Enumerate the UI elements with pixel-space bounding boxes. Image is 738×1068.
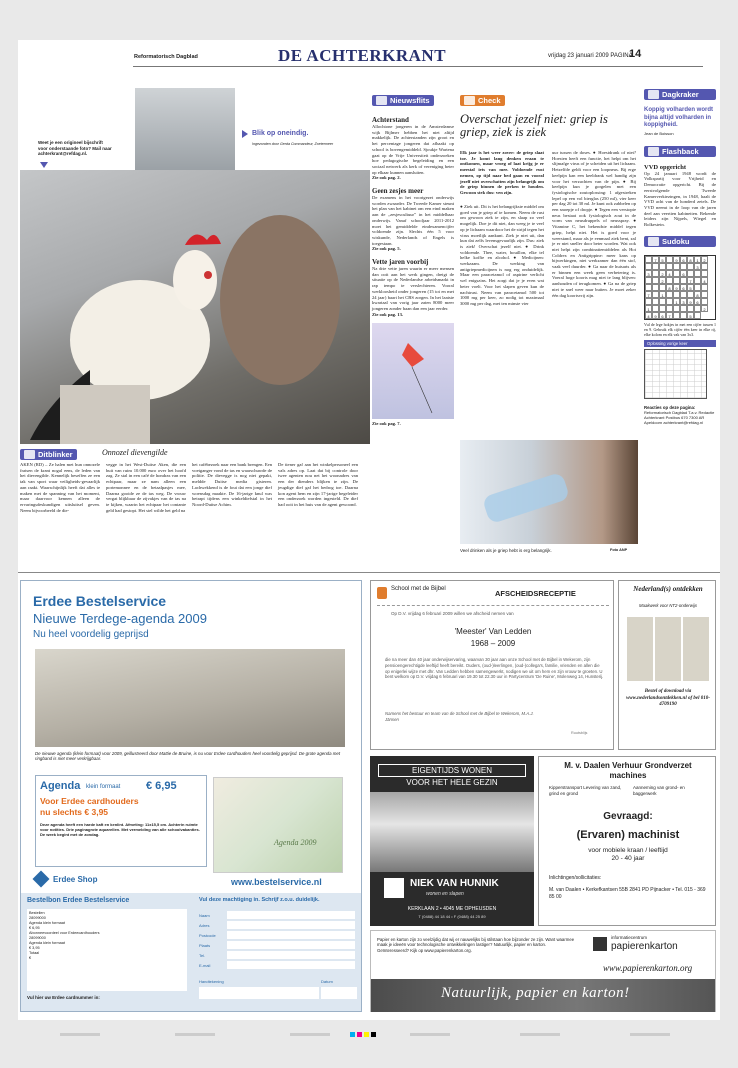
daalen-line-2: Aanneming van grond- en baggerwerk — [633, 785, 685, 796]
form-field-row — [199, 941, 355, 949]
nieuwsflits-head-3: Vette jaren voorbij — [372, 258, 429, 267]
signature-field[interactable] — [199, 987, 319, 999]
order-row-text: 28099000 — [29, 936, 46, 940]
sudoku-cell[interactable] — [694, 312, 701, 319]
date-field[interactable] — [321, 987, 357, 999]
dagkraker-text: Koppig volharden wordt bijna altijd volharden in koppigheid. — [644, 107, 713, 129]
sudoku-cell[interactable]: 8 — [687, 256, 694, 263]
papier-brand: papierenkarton — [611, 941, 678, 952]
form-field-label: Naam — [199, 912, 210, 918]
address-fields — [199, 911, 355, 971]
sudoku-cell[interactable] — [645, 263, 652, 270]
sudoku-cell[interactable]: 7 — [652, 256, 659, 263]
form-field-row — [199, 961, 355, 969]
school-rule — [377, 605, 609, 606]
check-col-2: uur tussen de doses. ● Hoestdrank of niet? Hoesten heeft een functie, het helpt om het slijmafge virus of je scheiden uit het lichaam. Hetzelfde geldt voor een loopneus. Bij erge keelpijn kan een keeldrank wel handig zijn voor het verzachten van de pijn. ● Bij keelpijn kun je gorgelen met een fysiologische zoutoplossing: 1 afgestreken lepel op een vol bierglas (250 ml), vier keer per dag 20 tot 30 ml. Je kunt ook zabbelen op een snoepje of dropje. ● Tegen een verstopte neus bestaat ook fysiologisch zout in de vorm van neusdruppels of neusspray. ● Vitamine C, het bekendste middel tegen griep, helpt niet. Het is goed voor je weerstand, maar als je eenmaal ziek bent, zal je er niet sneller door beter worden. Wat ook niet helpt zijn combinatiemiddelen als Hot Coldrex en Antigrippine: meer kans op bijwerkingen, niet werkzamer dan één stof, vaak veel duurder. ● Ga naar de huisarts als er binnen een week geen verbetering is. Voeral hoge koorts mag niet te lang blijven: aanhouden of terugkomen. ● Ga na de griep niet te snel weer naar buiten. Je moet zeker één dag koortsvrij zijn. — [552, 150, 636, 298]
school-heading: AFSCHEIDSRECEPTIE — [495, 589, 576, 598]
erdee-subtitle: Nieuwe Terdege-agenda 2009 — [33, 611, 207, 626]
kite-photo — [372, 323, 454, 419]
check-section — [460, 92, 638, 572]
sudoku-cell[interactable]: 3 — [680, 298, 687, 305]
sudoku-cell[interactable] — [694, 305, 701, 312]
sudoku-cell[interactable] — [659, 305, 666, 312]
sudoku-cell[interactable]: 4 — [645, 312, 652, 319]
agenda-cover-text: Agenda 2009 — [274, 838, 317, 847]
flashback-icon — [648, 147, 659, 156]
sudoku-cell[interactable]: 7 — [666, 312, 673, 319]
ditblinker-title: Onnozel dievengilde — [102, 448, 168, 457]
check-tag-label: Check — [478, 96, 501, 105]
papier-url[interactable]: www.papierenkarton.org — [603, 963, 693, 973]
blik-credit: Ingezonden door Gerda Commandeur, Zoetermeer — [252, 142, 334, 146]
papier-slogan: Natuurlijk, papier en karton! — [441, 985, 630, 1001]
papier-text: Papier en karton zijn zo veelzijdig dat wij er nauwelijks bij stilstaan hoe bijzonder ze zijn. Want waarmee maak je ideeën voor technologische ontwikkelingen lastiger? Natuurlijk, papier en karton. Geïnteresseerd? Kijk op www.papierenkarton.org. — [377, 937, 575, 953]
papier-ad — [370, 930, 716, 1012]
page-title: DE ACHTERKRANT — [278, 46, 447, 65]
formaat-label: klein formaat — [86, 784, 121, 790]
sudoku-cell[interactable]: 7 — [687, 277, 694, 284]
order-row-text: 28099000 — [29, 916, 46, 920]
nederland-ad — [618, 580, 716, 750]
sudoku-cell[interactable]: 6 — [680, 256, 687, 263]
form-field-row — [199, 921, 355, 929]
check-icon — [464, 96, 475, 105]
nieuwsflits-ref-3: Zie ook pag. 13. — [372, 311, 404, 317]
nieuwsflits-text-1: Allochtone jongeren in de Amsterdamse wijk Bijlmer hebben het niet altijd makkelijk. De achterstanden zijn groot en het percentage jongeren dat afhaakt op school is bovengemiddeld. Sjoukje Wartena gaat op de Vrije Universiteit onderzoeken hoe pedagogische begeleiding en een sociaal netwerk als kerk of vereniging beter op elkaar kunnen aansluiten. — [372, 124, 454, 175]
daalen-info: Inlichtingen/sollicitaties: — [549, 875, 602, 881]
erdee-tagline: Nu heel voordelig geprijsd — [33, 629, 149, 640]
ditblinker-col-2: vegge in het West-Duitse Aken, die een buit van ruim 10.000 euro over het hoofd zag. Ze stal in een café de hondras van een echtpaar, maar ze nam alleen een portemonnee en de betaalpasjes mee, Daarna gooide ze de tas weg. De vrouw vergat blijkbaar de zijvakjes van de tas na te kijken, waarin het echtpaar het contante geld had gestopt. Het stel wilde het geld na — [106, 462, 186, 513]
sudoku-cell[interactable]: 9 — [673, 284, 680, 291]
nieuwsflits-text-3: Na drie vette jaren waarin er meer mensen dan ooit aan het werk gingen, dreigt de situatie op de Nederlandse arbeidsmarkt in rap tempo te verslechteren. Vooral werkloosheid onder jongeren (15 tot en met 24 jaar) baart het CBS zorgen. In het laatste kwartaal van vorig jaar zaten 8000 meer jongeren zonder baan dan een jaar eerder. — [372, 266, 454, 311]
sudoku-instructions: Vul de lege hokjes in met een cijfer tussen 1 en 9. Gebruik elk cijfer één keer in elke rij, elke kolom en elk vak van 3x3. — [644, 321, 716, 337]
sudoku-cell[interactable] — [659, 298, 666, 305]
school-ad — [370, 580, 614, 750]
job-details: voor mobiele kraan / leeftijd 20 - 40 jaar — [588, 847, 668, 862]
erdee-shop-label: Erdee Shop — [53, 874, 98, 884]
sudoku-cell[interactable]: 5 — [687, 312, 694, 319]
sudoku-cell[interactable] — [673, 277, 680, 284]
sudoku-cell[interactable]: 3 — [694, 263, 701, 270]
check-tag — [460, 95, 505, 106]
sudoku-cell[interactable]: 5 — [687, 284, 694, 291]
nieuwsflits-ref-1: Zie ook pag. 2. — [372, 175, 401, 181]
photo-question: Weet je een origineel bijschrift voor onderstaande foto? Mail naar achterkrant@refdag.nl. — [38, 140, 112, 156]
hunnik-sub: wonen en slapen — [426, 891, 464, 897]
sudoku-cell[interactable] — [652, 277, 659, 284]
cardholder-label: Voor Erdee cardhouders — [40, 796, 139, 806]
daalen-line-1: Kipperstransport Levering van zand, grind en grond — [549, 785, 622, 796]
nieuwsflits-tag — [372, 95, 434, 106]
sudoku-cell[interactable] — [701, 298, 708, 305]
order-row-text: € 3,95 — [29, 946, 40, 950]
sudoku-cell[interactable] — [694, 277, 701, 284]
order-row-text: € 6,95 — [29, 926, 40, 930]
sudoku-cell[interactable] — [652, 291, 659, 298]
page-number: 14 — [629, 48, 642, 60]
sudoku-cell[interactable]: 1 — [694, 256, 701, 263]
ditblinker-tag-label: Ditblinker — [38, 450, 73, 459]
sudoku-cell[interactable] — [645, 284, 652, 291]
sudoku-cell[interactable] — [673, 263, 680, 270]
sudoku-solution-label: Oplossing vorige keer — [644, 340, 716, 347]
order-row-text: Abonneevoordeel voor Erdeecardhouders — [29, 931, 100, 935]
retiree-years: 1968 – 2009 — [470, 639, 516, 648]
sudoku-cell[interactable]: 6 — [659, 312, 666, 319]
sudoku-cell[interactable]: 3 — [645, 270, 652, 277]
drinking-photo — [460, 440, 638, 544]
check-title: Overschat jezelf niet: griep is griep, ziek is ziek — [460, 112, 608, 139]
sudoku-cell[interactable] — [694, 284, 701, 291]
job-title: (Ervaren) machinist — [576, 829, 680, 841]
agenda-label: Agenda — [40, 780, 81, 792]
sudoku-tag-label: Sudoku — [662, 236, 690, 246]
school-logo-icon — [377, 587, 387, 599]
form-field-input[interactable] — [227, 961, 355, 969]
form-field-input[interactable] — [227, 921, 355, 929]
ditblinker-col-3: het cafébezoek naar een bank brengen. Een voetganger vond de tas en waarschuwde de politie. De dievegge is nog niet gepakt, meldde Duitse media gisteren. Lachwekkend is de fout dat een jonge dief woensdag maakte. De 16-jarige knul was betrapt tijdens een winkeldiefstal in het Noord-Duitse Achim. — [192, 462, 272, 507]
sudoku-cell[interactable]: 6 — [694, 298, 701, 305]
hunnik-address: KERKLAAN 2 • 4045 ME OPHEUSDEN — [407, 906, 497, 912]
sudoku-cell[interactable] — [673, 270, 680, 277]
erdee-shop-logo[interactable] — [35, 873, 97, 885]
machtiging-title: Vul deze machtiging in. Schrijf z.o.u. duidelijk. — [199, 897, 320, 903]
registration-marks — [0, 1028, 738, 1040]
sudoku-cell[interactable]: 1 — [673, 298, 680, 305]
daalen-ad — [538, 756, 716, 926]
ditblinker-col-1: AKEN (RD) – Ze halen met hun onnozele fratsen de krant nogal eens, de leden van het dievengilde. Kennelijk beseffen ze een tak van sport waar veiligheids-gevaarlijk aan raakt. Waarschijnlijk heeft dat alles te maken met de spanning van het moment, maar daarvoor kennen alleen de ervaringsdeskundigen uitsluitsel geven. Neem bijvoorbeeld de die- — [20, 462, 100, 513]
form-field-label: Tel. — [199, 952, 206, 958]
sudoku-cell[interactable] — [673, 305, 680, 312]
nieuwsflits-ref-4: Zie ook pag. 7. — [372, 421, 401, 427]
form-field-row — [199, 951, 355, 959]
sudoku-tag — [644, 236, 716, 247]
sudoku-cell[interactable]: 5 — [659, 256, 666, 263]
ditblinker-icon — [24, 450, 35, 459]
order-row-text: Bestellen — [29, 911, 45, 915]
form-field-label: Plaats — [199, 942, 211, 948]
retiree-name: 'Meester' Van Ledden — [454, 627, 532, 636]
sudoku-cell[interactable]: 4 — [701, 277, 708, 284]
school-intro: Op D.V. vrijdag 6 februari 2009 willen we afscheid nemen van — [391, 611, 514, 616]
nieuwsflits-tag-label: Nieuwsflits — [390, 96, 430, 105]
agenda-details: Deze agenda heeft een harde kaft en kenlint. Afmeting: 11x15,5 cm. Achterin ruimte voor notities. Drie paginagrote aquarellen. Met vermelding van alle schoolvakanties. De week begint met de zondag. — [40, 822, 200, 837]
photo-block — [20, 88, 370, 444]
nederland-title: Nederland(s) ontdekken — [633, 585, 703, 593]
section-divider — [18, 572, 720, 573]
sudoku-cell[interactable] — [680, 312, 687, 319]
sudoku-cell[interactable] — [680, 305, 687, 312]
sudoku-cell[interactable] — [666, 256, 673, 263]
hall-photo — [135, 88, 235, 170]
nieuwsflits-head-2: Geen zesjes meer — [372, 187, 424, 196]
hunnik-name: NIEK VAN HUNNIK — [410, 878, 499, 889]
flashback-title: VVD opgericht — [644, 163, 687, 171]
hunnik-line-2: VOOR HET HELE GEZIN — [406, 778, 498, 787]
order-row-text: Agenda klein formaat — [29, 921, 65, 925]
form-field-input[interactable] — [227, 951, 355, 959]
header-rule — [133, 66, 703, 67]
order-row-text: Agenda klein formaat — [29, 941, 65, 945]
form-field-input[interactable] — [227, 931, 355, 939]
cardholder-price: nu slechts € 3,95 — [40, 807, 109, 817]
sudoku-cell[interactable] — [659, 263, 666, 270]
papier-logo-icon — [593, 937, 607, 951]
erdee-desc: De nieuwe agenda (klein formaat) voor 2009, geillustreerd door Mattie de Bruine, is nu voor Erdee cardhouders heel voordelig geprijsd. De grote agenda met ringband is niet meer verkrijgbaar. — [35, 751, 341, 762]
order-rows — [29, 911, 185, 961]
right-arrow-icon — [242, 130, 248, 138]
right-sidebar — [644, 86, 716, 572]
nieuwsflits-text-2: De examens in het voortgezet onderwijs worden zwaarder. De Tweede Kamer steunt het plan van het kabinet om een eind maken aan de „zesjescultuur” in het middelbaar onderwijs. Vanaf schooljaar 2011-2012 moet het gemiddelde eindexamencijfer voldoende zijn. Slechts één 5 voor wiskunde, Nederlands of Engels is toegestaan. — [372, 195, 454, 246]
form-field-label: E-mail — [199, 962, 211, 968]
check-caption: Veel drinken als je griep hebt is erg belangrijk. — [460, 548, 552, 553]
sudoku-cell[interactable] — [645, 277, 652, 284]
nieuwsflits-section — [372, 92, 454, 568]
check-lead: Elk jaar is het weer zover: de griep slaat toe. Je komt lang denken eraan te ontkomen, maar vroeg of laat krijg je er meestal iets van mee. Voldoende rust nemen, op tijd naar bed gaan en vooral jezelf niet overschatten zijn belangrijk om de griep binnen de perken te houden. Gewoon stek dus: ven zijn. — [460, 150, 544, 195]
agenda-book-photo — [213, 777, 343, 873]
sudoku-cell[interactable] — [687, 291, 694, 298]
bestelbon-form — [21, 893, 361, 1011]
flashback-tag — [644, 146, 716, 157]
form-field-label: Postcode — [199, 932, 216, 938]
form-field-row — [199, 911, 355, 919]
daalen-title: M. v. Daalen Verhuur Grondverzet machines — [564, 761, 692, 780]
sudoku-cell[interactable] — [652, 298, 659, 305]
cardnumber-label: Vul hier uw Erdee cardnummer in: — [27, 995, 100, 1000]
sudoku-cell[interactable]: 6 — [680, 284, 687, 291]
dagkraker-tag-label: Dagkraker — [662, 90, 699, 99]
sudoku-grid[interactable] — [644, 255, 716, 320]
sudoku-cell[interactable] — [645, 298, 652, 305]
agenda-price: € 6,95 — [146, 780, 177, 792]
signature-label: Handtekening — [199, 979, 224, 984]
bestelservice-link[interactable]: www.bestelservice.nl — [231, 877, 322, 887]
sudoku-solution-grid — [644, 349, 707, 399]
erdee-ad — [20, 580, 362, 1012]
nieuwsflits-icon — [376, 96, 387, 105]
hunnik-phone: T (0488) 44 18 44 • F (0488) 44 25 89 — [418, 914, 486, 919]
shop-icon — [33, 871, 50, 888]
sudoku-cell[interactable]: 6 — [680, 270, 687, 277]
sudoku-cell[interactable] — [680, 277, 687, 284]
sudoku-cell[interactable] — [666, 277, 673, 284]
school-name: School met de Bijbel — [391, 586, 446, 592]
sudoku-cell[interactable] — [652, 284, 659, 291]
flashback-text: Op 24 januari 1948 wordt de Volkspartij voor Vrijheid en Democratie opgericht. Bij de eerstvolgende Tweede Kamerverkiezingen, in 1948, haalt de VVD acht van de honderd zetels. De VVD neemt in de loop van de jaren deel aan veertien kabinetten. Bekende leiders zijn Nijpels, Wiegel en Bolkestein. — [644, 170, 716, 228]
sudoku-cell[interactable] — [701, 284, 708, 291]
sudoku-cell[interactable]: 2 — [701, 305, 708, 312]
papier-centrum: informatiecentrum — [611, 935, 648, 940]
down-arrow-icon — [40, 162, 48, 168]
nederland-sub: Maakwerk voor NT2-onderwijs — [638, 603, 698, 608]
check-credit: Foto ANP — [610, 548, 628, 552]
sudoku-cell[interactable] — [694, 270, 701, 277]
sudoku-cell[interactable]: 9 — [687, 298, 694, 305]
order-row-text: € — [29, 956, 32, 960]
school-body: die na meer dan 40 jaar onderwijservaring, waarvan 30 jaar aan onze School met de Bijbel in Wekerom, zijn pensioengerechtigde leeftijd heeft bereikt. Ouders, (oud-)leerlingen, (oud-)collega's, familie, vrienden en allen die op enigerlei wijze met dhr. Van Ledden hebben samengewerkt, nodigen we uit om hem en zijn vrouw te groeten. U bent welkom op D.V. vrijdag 6 februari van 19.30 tot 22.30 uur in Partycentrum 'De Ruine', Molenweg 14, Hunsterij. — [385, 657, 604, 680]
sudoku-cell[interactable] — [701, 270, 708, 277]
sudoku-cell[interactable] — [680, 291, 687, 298]
agenda-stack-photo — [35, 649, 345, 747]
sudoku-cell[interactable] — [645, 256, 652, 263]
gevraagd-label: Gevraagd: — [603, 811, 653, 822]
ditblinker-section — [20, 446, 370, 566]
reacties-address: Reformatorisch Dagblad T.a.v. Redactie Achterkrant Postbus 670 7300 AR Apeldoorn achterkrant@refdag.nl — [644, 409, 715, 425]
sudoku-cell[interactable] — [659, 284, 666, 291]
order-table — [27, 909, 187, 991]
newspaper-page — [18, 40, 720, 1020]
sudoku-cell[interactable]: 8 — [666, 284, 673, 291]
school-ref: Ruutsblijs — [571, 731, 588, 735]
price-block — [35, 775, 207, 867]
sudoku-cell[interactable]: 2 — [659, 270, 666, 277]
sudoku-cell[interactable] — [680, 263, 687, 270]
sudoku-cell[interactable] — [701, 263, 708, 270]
blik-caption: Blik op oneindig. — [252, 130, 309, 137]
form-field-input[interactable] — [227, 911, 355, 919]
nieuwsflits-ref-2: Zie ook pag. 5. — [372, 246, 401, 252]
form-field-label: Adres — [199, 922, 210, 928]
dagkraker-icon — [648, 90, 659, 99]
sudoku-cell[interactable] — [652, 270, 659, 277]
dagkraker-tag — [644, 89, 716, 100]
sudoku-cell[interactable]: 8 — [694, 291, 701, 298]
form-field-row — [199, 931, 355, 939]
sudoku-cell[interactable]: 4 — [666, 270, 673, 277]
sudoku-cell[interactable]: 2 — [701, 256, 708, 263]
rooster-photo — [20, 170, 370, 444]
date-label: Datum — [321, 979, 333, 984]
sudoku-cell[interactable] — [666, 305, 673, 312]
sudoku-cell[interactable] — [701, 291, 708, 298]
ditblinker-col-4: De tiener gaf aan het winkelpersoneel een vals adres op. Laat dat bij controle door twee agenten nou net het woonadres van een der dienders blijken te zijn. De jeugdige dief gaf het bedrog toe. Daarna kon agent hem en zijn 17-jarige begeleider een onderzoek worden ingesteld. De dief had ooit in het huis van de agent gewoond. — [278, 462, 358, 507]
nieuwsflits-head-1: Achterstand — [372, 116, 409, 124]
sudoku-cell[interactable]: 1 — [659, 291, 666, 298]
dagkraker-author: Jean de Boisson — [644, 130, 674, 136]
kite-illustration — [372, 323, 454, 419]
sudoku-cell[interactable]: 7 — [645, 291, 652, 298]
sudoku-cell[interactable]: 9 — [673, 256, 680, 263]
hunnik-logo-icon — [384, 878, 404, 898]
ditblinker-tag — [20, 449, 77, 460]
sudoku-cell[interactable] — [687, 263, 694, 270]
sudoku-cell[interactable]: 2 — [659, 277, 666, 284]
daalen-contact: M. van Daalen • Kerkefkantsen 55B 2841 PD Pijnacker • Tel. 015 - 369 85 00 — [549, 887, 706, 900]
sudoku-cell[interactable] — [673, 291, 680, 298]
sudoku-cell[interactable] — [666, 291, 673, 298]
sudoku-cell[interactable] — [652, 305, 659, 312]
printer-marks — [0, 1029, 738, 1041]
issue-date: vrijdag 23 januari 2009 PAGINA — [548, 53, 633, 59]
sudoku-cell[interactable]: 1 — [645, 305, 652, 312]
hunnik-ad — [370, 756, 534, 926]
flashback-tag-label: Flashback — [662, 146, 699, 156]
reacties-label: Reacties op deze pagina: — [644, 404, 696, 410]
nederland-photos — [627, 617, 709, 681]
sudoku-icon — [648, 237, 659, 246]
sudoku-cell[interactable] — [666, 263, 673, 270]
bestelbon-title: Bestelbon Erdee Bestelservice — [27, 897, 130, 904]
erdee-title: Erdee Bestelservice — [33, 593, 167, 609]
nederland-order: Bestel of download via www.nederlandsontdekken.nl of bel 010-4709190 — [626, 689, 710, 707]
paper-name: Reformatorisch Dagblad — [134, 54, 198, 60]
sudoku-cell[interactable] — [687, 270, 694, 277]
school-signature: Namens het bestuur en team van de School met de Bijbel te Wekerom, M.A.J. Jänsen — [385, 711, 534, 722]
sudoku-cell[interactable] — [652, 263, 659, 270]
hunnik-photo — [370, 792, 534, 872]
rooster-illustration — [20, 170, 370, 444]
form-field-input[interactable] — [227, 941, 355, 949]
order-row-text: Totaal — [29, 951, 40, 955]
hunnik-line-1: EIGENTIJDS WONEN — [378, 764, 526, 777]
sudoku-cell[interactable] — [673, 312, 680, 319]
sudoku-cell[interactable]: 9 — [652, 312, 659, 319]
check-col-1: ● Ziek uit. Dit is het belangrijkste middel om goed van je griep af te komen. Neem de rust om gewoon ziek te zijn, en slaap zo veel mogelijk. Doe je dit niet, dan weeg je te veel op je lichaam waardoor het de strijd tegen het virus moeilijk aankunt. Ziek je niet uit, dan kun dat zelfs levensgevaarlijk zijn. Dus: ziek is ziek! Overschat jezelf niet. ● Drink voldoende. Thee, water, bouillon, elke tel helke koffie en alcohol. ● Medicijnen: werkzaam. De werking van antigriepmedicijnen is nog erg onduidelijk. Maar een paracetamol of aspirine verlicht wel enigszins. Het zorgt dat je je even wat beter voelt. Voor het slapen geven kun de nachtrust. Neem van paracetamol 500 tot 1000 mg per keer, zo nodig tot maximaal 3000 mg per dag, met ten minste vier — [460, 204, 544, 306]
sudoku-cell[interactable] — [687, 305, 694, 312]
sudoku-cell[interactable] — [666, 298, 673, 305]
bottle-illustration — [460, 440, 638, 544]
